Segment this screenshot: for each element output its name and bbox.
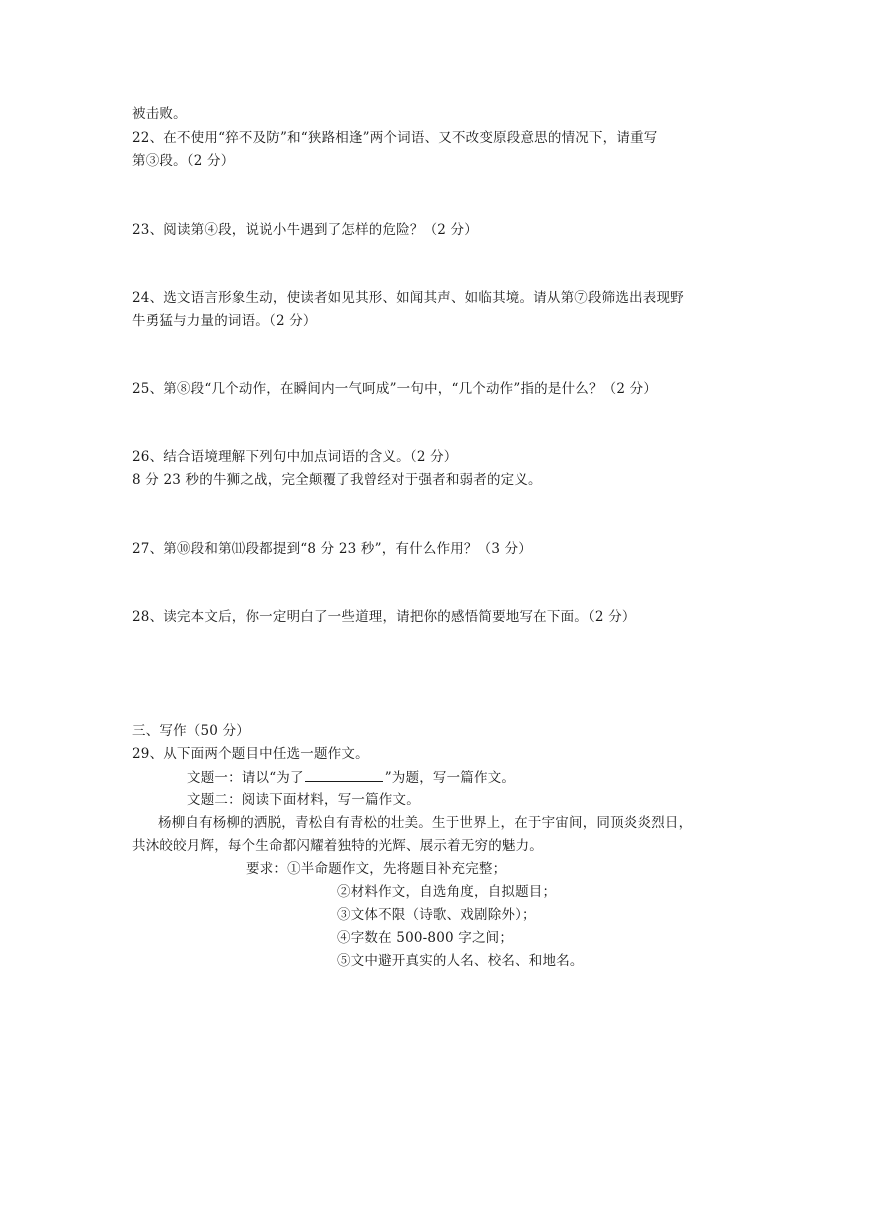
requirement-2: ②材料作文，自选角度，自拟题目；	[337, 884, 557, 900]
question-27: 27、第⑩段和第⑾段都提到“8 分 23 秒”，有什么作用？（3 分）	[132, 541, 533, 557]
section-writing-title: 三、写作（50 分）	[132, 723, 250, 739]
requirement-5: ⑤文中避开真实的人名、校名、和地名。	[337, 953, 584, 969]
requirement-4: ④字数在 500-800 字之间；	[337, 930, 514, 946]
question-25: 25、第⑧段“几个动作，在瞬间内一气呵成”一句中，“几个动作”指的是什么？（2 分）	[132, 381, 658, 397]
question-26-line-1: 26、结合语境理解下列句中加点词语的含义。（2 分）	[132, 449, 458, 465]
fill-in-blank-line	[305, 767, 383, 782]
question-23: 23、阅读第④段，说说小牛遇到了怎样的危险？（2 分）	[132, 222, 478, 238]
question-28: 28、读完本文后，你一定明白了一些道理，请把你的感悟简要地写在下面。（2 分）	[132, 609, 636, 625]
material-line-1: 杨柳自有杨柳的洒脱，青松自有青松的壮美。生于世界上，在于宇宙间，同顶炎炎烈日，	[158, 815, 693, 831]
question-24-line-2: 牛勇猛与力量的词语。（2 分）	[132, 313, 317, 329]
question-22-line-2: 第③段。（2 分）	[132, 153, 235, 169]
topic-two: 文题二：阅读下面材料，写一篇作文。	[187, 792, 420, 808]
question-22-line-1: 22、在不使用“猝不及防”和“狭路相逢”两个词语、又不改变原段意思的情况下，请重写	[132, 130, 658, 146]
question-26-sentence: 8 分 23 秒的牛狮之战，完全颠覆了我曾经对于强者和弱者的定义。	[132, 472, 542, 488]
topic-one	[187, 767, 515, 788]
question-24-line-1: 24、选文语言形象生动，使读者如见其形、如闻其声、如临其境。请从第⑦段筛选出表现野	[132, 290, 684, 306]
material-line-2: 共沐皎皎月辉，每个生命都闪耀着独特的光辉、展示着无穷的魅力。	[132, 838, 543, 854]
requirement-3: ③文体不限（诗歌、戏剧除外）；	[337, 907, 536, 923]
question-29: 29、从下面两个题目中任选一题作文。	[132, 746, 369, 762]
requirement-1: 要求：①半命题作文，先将题目补充完整；	[246, 861, 507, 877]
text-line-continuation: 被击败。	[132, 106, 187, 122]
topic-one-prefix: 文题一：请以“为了	[187, 770, 304, 786]
topic-one-suffix: ”为题，写一篇作文。	[384, 770, 516, 786]
